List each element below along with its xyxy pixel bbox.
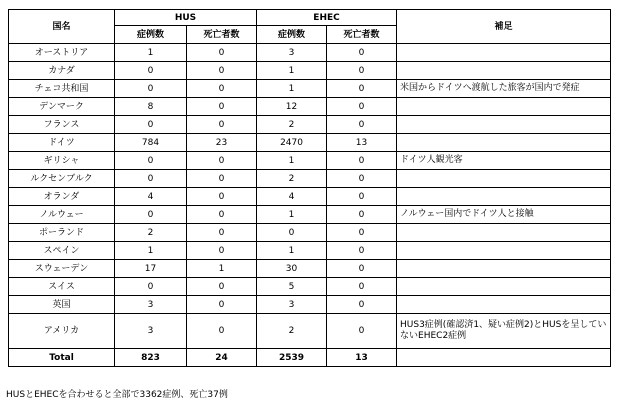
header-country: 国名 <box>9 10 115 44</box>
cell-country: ギリシャ <box>9 152 115 170</box>
header-ehec: EHEC <box>257 10 397 26</box>
cell-hus-deaths: 0 <box>187 116 257 134</box>
table-row <box>9 242 611 260</box>
cell-ehec-deaths: 0 <box>327 314 397 349</box>
cell-note: HUS3症例(確認済1、疑い症例2)とHUSを呈していないEHEC2症例 <box>397 314 611 349</box>
total-hus-deaths: 24 <box>187 349 257 367</box>
cell-ehec-deaths: 0 <box>327 44 397 62</box>
cell-hus-cases: 8 <box>115 98 187 116</box>
cell-note <box>397 188 611 206</box>
cell-hus-deaths: 0 <box>187 296 257 314</box>
cell-ehec-deaths: 0 <box>327 242 397 260</box>
cell-ehec-cases: 1 <box>257 80 327 98</box>
cell-country: 英国 <box>9 296 115 314</box>
cell-ehec-deaths: 0 <box>327 98 397 116</box>
total-note <box>397 349 611 367</box>
cell-note <box>397 98 611 116</box>
cell-note <box>397 260 611 278</box>
cell-ehec-cases: 30 <box>257 260 327 278</box>
cell-ehec-cases: 3 <box>257 296 327 314</box>
cell-hus-deaths: 0 <box>187 62 257 80</box>
cell-hus-deaths: 0 <box>187 188 257 206</box>
total-ehec-cases: 2539 <box>257 349 327 367</box>
table-row <box>9 314 611 349</box>
cell-country: スペイン <box>9 242 115 260</box>
cell-ehec-cases: 3 <box>257 44 327 62</box>
cell-ehec-cases: 5 <box>257 278 327 296</box>
cell-hus-cases: 784 <box>115 134 187 152</box>
cell-ehec-cases: 12 <box>257 98 327 116</box>
cell-hus-deaths: 1 <box>187 260 257 278</box>
cell-hus-deaths: 0 <box>187 152 257 170</box>
cell-note: ノルウェー国内でドイツ人と接触 <box>397 206 611 224</box>
cell-ehec-cases: 4 <box>257 188 327 206</box>
total-hus-cases: 823 <box>115 349 187 367</box>
cell-hus-cases: 17 <box>115 260 187 278</box>
cell-note <box>397 224 611 242</box>
cell-country: オーストリア <box>9 44 115 62</box>
cell-note <box>397 116 611 134</box>
cell-hus-deaths: 0 <box>187 242 257 260</box>
cell-hus-deaths: 0 <box>187 80 257 98</box>
header-note: 補足 <box>397 10 611 44</box>
cell-country: ルクセンブルク <box>9 170 115 188</box>
table-row <box>9 152 611 170</box>
table-row <box>9 260 611 278</box>
cell-country: チェコ共和国 <box>9 80 115 98</box>
cell-ehec-deaths: 0 <box>327 296 397 314</box>
cell-note <box>397 62 611 80</box>
cell-country: スウェーデン <box>9 260 115 278</box>
table-row <box>9 188 611 206</box>
cell-note: ドイツ人観光客 <box>397 152 611 170</box>
header-hus: HUS <box>115 10 257 26</box>
cell-ehec-deaths: 0 <box>327 260 397 278</box>
cell-hus-deaths: 0 <box>187 170 257 188</box>
cell-hus-cases: 1 <box>115 44 187 62</box>
cell-ehec-cases: 1 <box>257 206 327 224</box>
cell-ehec-deaths: 0 <box>327 170 397 188</box>
cell-hus-cases: 0 <box>115 206 187 224</box>
cell-ehec-cases: 2 <box>257 116 327 134</box>
table-row <box>9 278 611 296</box>
cell-ehec-cases: 2470 <box>257 134 327 152</box>
cell-country: アメリカ <box>9 314 115 349</box>
cell-hus-deaths: 0 <box>187 278 257 296</box>
cell-note <box>397 170 611 188</box>
table-row <box>9 80 611 98</box>
cell-country: フランス <box>9 116 115 134</box>
cell-hus-deaths: 23 <box>187 134 257 152</box>
cell-hus-cases: 3 <box>115 314 187 349</box>
table-row <box>9 134 611 152</box>
cell-hus-deaths: 0 <box>187 206 257 224</box>
cell-ehec-cases: 2 <box>257 314 327 349</box>
cell-ehec-deaths: 13 <box>327 134 397 152</box>
cell-note <box>397 278 611 296</box>
cell-hus-cases: 4 <box>115 188 187 206</box>
total-ehec-deaths: 13 <box>327 349 397 367</box>
cell-note <box>397 44 611 62</box>
cell-ehec-cases: 1 <box>257 152 327 170</box>
table-row <box>9 62 611 80</box>
header-hus-cases: 症例数 <box>115 26 187 44</box>
cell-hus-cases: 0 <box>115 170 187 188</box>
table-row <box>9 206 611 224</box>
header-hus-deaths: 死亡者数 <box>187 26 257 44</box>
cell-hus-cases: 1 <box>115 242 187 260</box>
cell-country: カナダ <box>9 62 115 80</box>
table-row <box>9 116 611 134</box>
cell-ehec-deaths: 0 <box>327 80 397 98</box>
cell-country: ドイツ <box>9 134 115 152</box>
header-row-1 <box>9 10 611 26</box>
cell-hus-cases: 0 <box>115 116 187 134</box>
total-row <box>9 349 611 367</box>
cell-hus-cases: 0 <box>115 152 187 170</box>
table-row <box>9 224 611 242</box>
cell-ehec-cases: 0 <box>257 224 327 242</box>
cell-country: ノルウェー <box>9 206 115 224</box>
cell-ehec-deaths: 0 <box>327 116 397 134</box>
cell-ehec-cases: 1 <box>257 62 327 80</box>
header-ehec-deaths: 死亡者数 <box>327 26 397 44</box>
table-row <box>9 44 611 62</box>
cell-ehec-cases: 1 <box>257 242 327 260</box>
cell-note <box>397 242 611 260</box>
cell-hus-deaths: 0 <box>187 44 257 62</box>
cell-hus-cases: 2 <box>115 224 187 242</box>
cell-ehec-deaths: 0 <box>327 278 397 296</box>
cell-hus-cases: 0 <box>115 62 187 80</box>
cell-country: デンマーク <box>9 98 115 116</box>
cell-ehec-deaths: 0 <box>327 188 397 206</box>
table-row <box>9 170 611 188</box>
cell-note <box>397 134 611 152</box>
cell-hus-deaths: 0 <box>187 224 257 242</box>
total-label: Total <box>9 349 115 367</box>
cell-ehec-deaths: 0 <box>327 62 397 80</box>
cell-ehec-cases: 2 <box>257 170 327 188</box>
footnote: HUSとEHECを合わせると全部で3362症例、死亡37例 <box>6 390 228 400</box>
cell-ehec-deaths: 0 <box>327 206 397 224</box>
cell-hus-cases: 3 <box>115 296 187 314</box>
cell-note: 米国からドイツへ渡航した旅客が国内で発症 <box>397 80 611 98</box>
cell-ehec-deaths: 0 <box>327 224 397 242</box>
cell-note <box>397 296 611 314</box>
cell-ehec-deaths: 0 <box>327 152 397 170</box>
table-row <box>9 296 611 314</box>
table-row <box>9 98 611 116</box>
outbreak-table <box>8 9 611 367</box>
cell-country: オランダ <box>9 188 115 206</box>
cell-country: ポーランド <box>9 224 115 242</box>
cell-country: スイス <box>9 278 115 296</box>
cell-hus-deaths: 0 <box>187 314 257 349</box>
cell-hus-deaths: 0 <box>187 98 257 116</box>
cell-hus-cases: 0 <box>115 278 187 296</box>
cell-hus-cases: 0 <box>115 80 187 98</box>
header-ehec-cases: 症例数 <box>257 26 327 44</box>
